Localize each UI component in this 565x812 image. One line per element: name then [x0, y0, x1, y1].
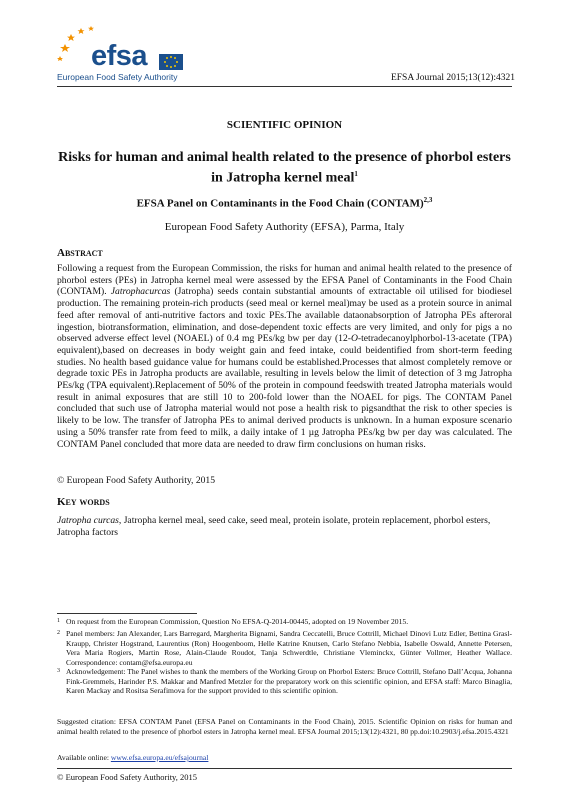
page-footer: © European Food Safety Authority, 2015	[57, 772, 198, 782]
panel-footnote-ref[interactable]: 2,3	[423, 196, 433, 204]
eu-flag-icon	[159, 54, 183, 70]
efsa-journal-link[interactable]: www.efsa.europa.eu/efsajournal	[110, 753, 209, 762]
keywords-text	[57, 515, 512, 538]
panel-name	[57, 196, 512, 210]
title-footnote-ref[interactable]: 1	[354, 170, 358, 178]
available-label: Available online:	[57, 753, 111, 762]
affiliation: European Food Safety Authority (EFSA), Parma, Italy	[164, 221, 405, 233]
footnote-number: 3	[57, 668, 60, 674]
footnote-text: On request from the European Commission, Question No EFSA-Q-2014-00445, adopted on 19 November 2015.	[66, 617, 409, 626]
footnote-number: 1	[57, 618, 60, 624]
footnote-2	[57, 629, 512, 667]
footer-divider	[57, 768, 512, 769]
journal-reference: EFSA Journal 2015;13(12):4321	[390, 73, 515, 83]
keyword-species: Jatropha curcas	[57, 515, 119, 526]
title-text: Risks for human and animal health related to the presence of phorbol esters in Jatropha kernel meal	[58, 150, 511, 186]
footnote-3	[57, 667, 512, 696]
abstract-heading: Abstract	[57, 247, 103, 259]
abstract-part-3: -tetradecanoylphorbol-13-acetate (TPA) equivalent),based on decreases in body weight gain and feed intake, could beidentified from short-term feeding studies. No health based guidance value for humans could be established.Processes that almost completely remove or degrade toxic PEs in Jatropha products are available, resulting in levels below the limit of detection of 3 mg Jatropha PEs/kg (TPA equivalent).Replacement of 50% of the protein in compound feedswith treated Jatropha materials would result in animal exposures that are still 10 to 200-fold lower than the NOAEL for pigs. The CONTAM Panel concluded that such use of Jatropha material would not pose a health risk to pigsandthat the risk to other species is likely to be low. The transfer of Jatropha PEs to animal derived products is unknown. In a human exposure scenario using a 50% transfer rate from feed to milk, a daily intake of 1 µg Jatropha PEs/kg bw per day was calculated. The CONTAM Panel concluded that more data are needed to draw firm conclusions on human risks.	[57, 333, 512, 450]
panel-text: EFSA Panel on Contaminants in the Food Chain (CONTAM)	[136, 197, 424, 210]
footnote-text: Panel members: Jan Alexander, Lars Barregard, Margherita Bignami, Sandra Ceccatelli, Bruce Cottrill, Michael Dinovi Lutz Edler, Bettina Grasl-Kraupp, Christer Hogstrand, Laurentius (Ron) Hoogenboom, Helle Katrine Knutsen, Carlo Stefano Nebbia, Isabelle Oswald, Annette Petersen, Vera Maria Rogiers, Martin Rose, Alain-Claude Roudot, Tanja Schwerdtle, Christiane Vleminckx, Günter Vollmer, Heather Wallace. Correspondence: contam@efsa.europa.eu	[66, 629, 512, 667]
abstract-part-1: Following a request from the European Commission, the risks for human and animal health related to the presence of phorbol esters (PEs) in Jatropha kernel meal were assessed by the EFSA Panel of Contaminants in the Food Chain (CONTAM).	[57, 263, 512, 298]
footnote-number: 2	[57, 630, 60, 636]
abstract-text	[57, 263, 512, 450]
copyright-line: © European Food Safety Authority, 2015	[57, 475, 216, 486]
keywords-heading: Key words	[57, 496, 110, 508]
suggested-citation: Suggested citation: EFSA CONTAM Panel (EFSA Panel on Contaminants in the Food Chain), 2015. Scientific Opinion on risks for human and animal health related to the presence of phorbol esters in Jatropha kernel meal. EFSA Journal 2015;13(12):4321, 80 pp.doi:10.2903/j.efsa.2015.4321	[57, 717, 512, 736]
abstract-species-name: Jatrophacurcas	[110, 286, 171, 298]
header-divider	[57, 86, 512, 87]
available-online	[57, 753, 208, 762]
abstract-italic-o: O	[350, 333, 358, 345]
keywords-list: , Jatropha kernel meal, seed cake, seed meal, protein isolate, protein replacement, phorbol esters, Jatropha factors	[57, 515, 491, 538]
footnote-text: Acknowledgement: The Panel wishes to thank the members of the Working Group on Phorbol Esters: Bruce Cottrill, Stefano Dall’Acqua, Johanna Fink-Gremmels, Harinder P.S. Makkar and Manfred Metzler for the preparatory work on this scientific opinion, and EFSA staff: Marco Binaglia, Karen Mackay and Rositsa Serafimova for the support provided to this scientific opinion.	[66, 667, 512, 696]
document-title	[57, 150, 512, 187]
logo-wordmark: efsa	[91, 40, 148, 72]
opinion-label: SCIENTIFIC OPINION	[226, 119, 343, 131]
footnote-divider	[57, 613, 197, 614]
logo-subtitle: European Food Safety Authority	[57, 72, 178, 82]
footnote-1	[57, 617, 512, 627]
abstract-part-2: (Jatropha) seeds contain substantial amounts of extractable oil utilised for biodiesel production. The remaining protein-rich products (seed meal or kernel meal)may be used as a protein source in animal feed after removal of anti-nutritive factors and toxic PEs.The available dataonabsorption of Jatropha PEs afteroral ingestion, biotransformation, elimination, and dose-dependent toxic effects are very limited, and only for pigs a no observed adverse effect level (NOAEL) of 0.4 mg PEs/kg bw per day (12-	[57, 286, 512, 345]
